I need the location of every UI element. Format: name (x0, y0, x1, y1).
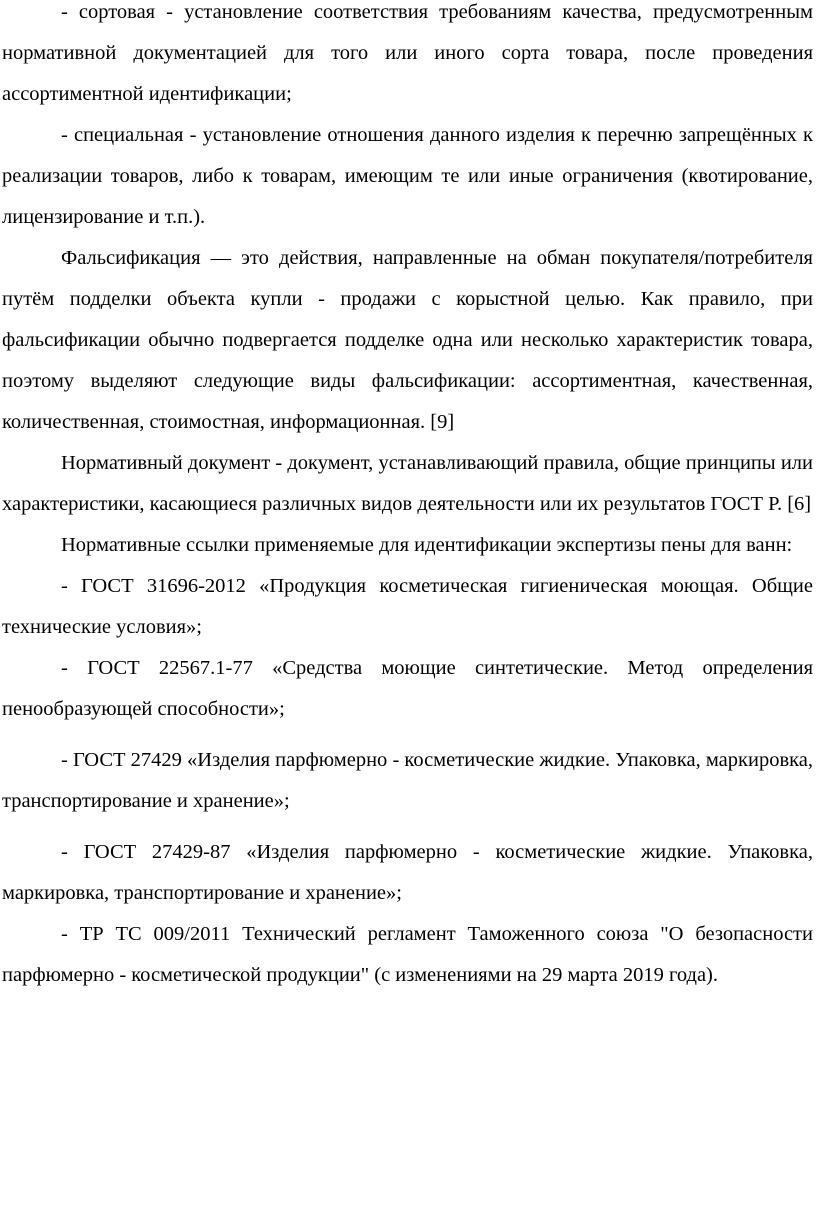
list-item-gost-31696: - ГОСТ 31696-2012 «Продукция косметическая гигиеническая моющая. Общие технические условия»; (2, 575, 813, 638)
list-item-gost-27429-87: - ГОСТ 27429-87 «Изделия парфюмерно - косметические жидкие. Упаковка, маркировка, транспортирование и хранение»; (2, 841, 813, 904)
paragraph-special-identification: - специальная - установление отношения данного изделия к перечню запрещённых к реализации товаров, либо к товарам, имеющим те или иные ограничения (квотирование, лицензирование и т.п.). (2, 124, 813, 228)
paragraph-falsification-definition: Фальсификация — это действия, направленные на обман покупателя/потребителя путём подделки объекта купли - продажи с корыстной целью. Как правило, при фальсификации обычно подвергается подделке одна или несколько характеристик товара, поэтому выделяют следующие виды фальсификации: ассортиментная, качественная, количественная, стоимостная, информационная. [9] (2, 247, 813, 433)
list-item-tr-ts-009-2011: - ТР ТС 009/2011 Технический регламент Таможенного союза "О безопасности парфюмерно - косметической продукции" (с изменениями на 29 марта 2019 года). (2, 923, 813, 986)
list-item-gost-22567: - ГОСТ 22567.1-77 «Средства моющие синтетические. Метод определения пенообразующей способности»; (2, 657, 813, 720)
paragraph-normative-references-intro: Нормативные ссылки применяемые для идентификации экспертизы пены для ванн: (61, 534, 793, 556)
list-item-gost-27429: - ГОСТ 27429 «Изделия парфюмерно - косметические жидкие. Упаковка, маркировка, транспортирование и хранение»; (2, 749, 813, 812)
paragraph-normative-document-definition: Нормативный документ - документ, устанавливающий правила, общие принципы или характеристики, касающиеся различных видов деятельности или их результатов ГОСТ Р. [6] (2, 452, 813, 515)
paragraph-gap (2, 730, 813, 740)
paragraph-gap (2, 822, 813, 832)
paragraph-sort-identification: - сортовая - установление соответствия требованиям качества, предусмотренным нормативной документацией для того или иного сорта товара, после проведения ассортиментной идентификации; (2, 1, 813, 105)
